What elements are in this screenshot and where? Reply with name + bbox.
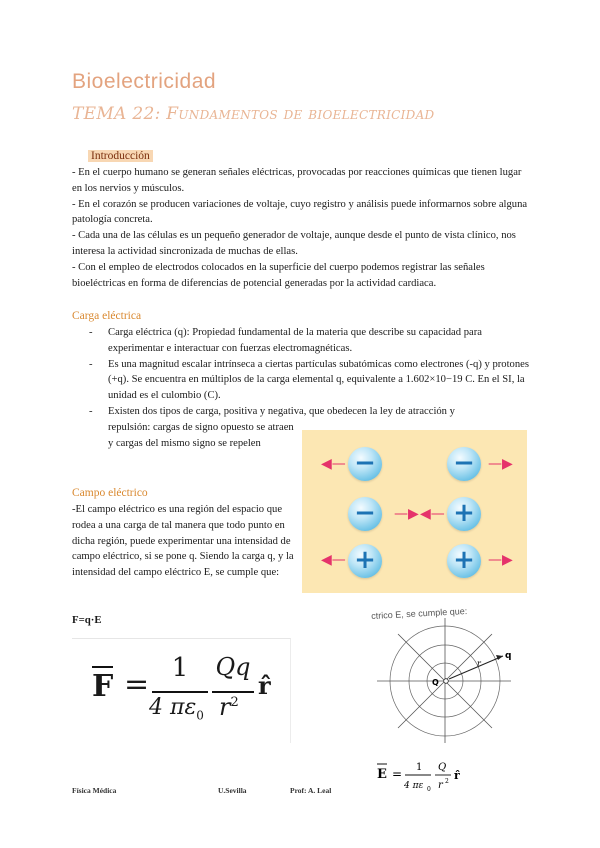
negative-charge-icon: [447, 447, 481, 481]
negative-charge-icon: [348, 497, 382, 531]
document-subtitle: TEMA 22: Fundamentos de bioelectricidad: [72, 104, 435, 124]
distance-exponent: 2: [230, 695, 239, 710]
distance-symbol: r: [438, 780, 443, 791]
footer-professor: Prof: A. Leal: [290, 786, 332, 795]
carga-bullets: [72, 325, 532, 420]
intro-paragraph-2: - En el corazón se producen variaciones de voltaje, cuyo registro y análisis puede informarnos sobre alguna patología concreta.: [72, 198, 528, 226]
footer-university: U.Sevilla: [218, 786, 247, 795]
unit-vector-symbol: r̂: [258, 671, 271, 700]
vector-arrowhead-icon: [496, 655, 503, 660]
arrow-right-icon: —▶: [488, 552, 513, 568]
source-charge-icon: [444, 679, 449, 684]
epsilon-subscript: 0: [196, 708, 204, 723]
document-title: Bioelectricidad: [72, 70, 217, 93]
arrow-left-icon: ◀—: [321, 552, 346, 568]
arrow-left-icon: ◀—: [420, 506, 445, 522]
unit-vector-symbol: r̂: [454, 769, 460, 782]
fraction-denominator: 4 πε: [404, 781, 424, 791]
force-symbol: F: [92, 669, 114, 704]
charge-sign: −: [354, 498, 376, 528]
positive-charge-icon: [447, 497, 481, 531]
arrow-right-icon: —▶: [394, 506, 419, 522]
fraction-denominator: 4 πε: [149, 695, 197, 720]
fraction-numerator: 1: [416, 762, 423, 773]
charge-product: Qq: [215, 653, 251, 681]
fraction-bar: [152, 691, 208, 693]
footer-course: Física Médica: [72, 786, 117, 795]
test-charge-label: q: [505, 651, 512, 661]
equals-sign: =: [392, 767, 403, 781]
source-charge-label: Q: [432, 678, 439, 687]
fraction-numerator: 1: [171, 653, 189, 683]
carga-bullet-2: - Es una magnitud escalar intrínseca a ciertas partículas subatómicas como electrones (-q) y protones (+q). Se encuentra en múltiplos de la carga elemental q, equivalente a 1.602×10−19 C. En el SI, la unidad es el culombio (C).: [72, 357, 532, 404]
negative-charge-icon: [348, 447, 382, 481]
campo-heading: Campo eléctrico: [72, 487, 148, 499]
radius-label: r: [477, 659, 481, 668]
distance-symbol: r: [219, 693, 231, 721]
coulomb-formula: [72, 638, 291, 743]
arrow-right-icon: —▶: [488, 456, 513, 472]
positive-charge-icon: [447, 544, 481, 578]
carga-heading: Carga eléctrica: [72, 310, 142, 322]
distance-exponent: 2: [445, 778, 449, 785]
field-figure-caption: ctrico E, se cumple que:: [371, 605, 468, 621]
field-symbol: E: [377, 767, 387, 782]
intro-paragraph-1: - En el cuerpo humano se generan señales eléctricas, provocadas por reacciones químicas que tienen lugar en los nervios y músculos.: [72, 167, 522, 194]
intro-heading: Introducción: [88, 150, 153, 162]
positive-charge-icon: [348, 544, 382, 578]
intro-paragraph-4: - Con el empleo de electrodos colocados en la superficie del cuerpo podemos registrar las señales bioeléctricas en forma de diferencias de potencial generadas por la actividad cardiaca.: [72, 261, 485, 289]
equals-sign: =: [124, 667, 150, 702]
charge-sign: −: [354, 448, 376, 478]
intro-paragraph-3: - Cada una de las células es un pequeño generador de voltaje, aunque desde el punto de vista clínico, nos interesa la actividad sincronizada de muchas de ellas.: [72, 230, 516, 257]
charge-sign: +: [453, 498, 475, 528]
field-lines-figure: [365, 618, 515, 808]
charge-sign: −: [453, 448, 475, 478]
campo-text: -El campo eléctrico es una región del espacio que rodea a una carga de tal manera que todo punto en dicha región, puede experimentar una intensidad de campo eléctrico, si se pone q. Siendo la carga q, y la intensidad del campo eléctrico E, se cumple que:: [72, 504, 294, 579]
charge-sign: +: [453, 545, 475, 575]
carga-bullet-3: - Existen dos tipos de carga, positiva y negativa, que obedecen la ley de atracción y: [72, 404, 532, 420]
carga-bullet-1: - Carga eléctrica (q): Propiedad fundamental de la materia que describe su capacidad para experimentar e interactuar con fuerzas electromagnéticas.: [72, 325, 532, 357]
carga-bullet-3-continuation: repulsión: cargas de signo opuesto se atraen y cargas del mismo signo se repelen: [108, 422, 294, 449]
charge-symbol: Q: [438, 762, 447, 773]
charge-sign: +: [354, 545, 376, 575]
intro-text: [72, 165, 532, 291]
equation-label: F=q·E: [72, 614, 102, 626]
epsilon-subscript: 0: [427, 786, 431, 793]
charge-interaction-figure: [302, 430, 527, 593]
arrow-left-icon: ◀—: [321, 456, 346, 472]
